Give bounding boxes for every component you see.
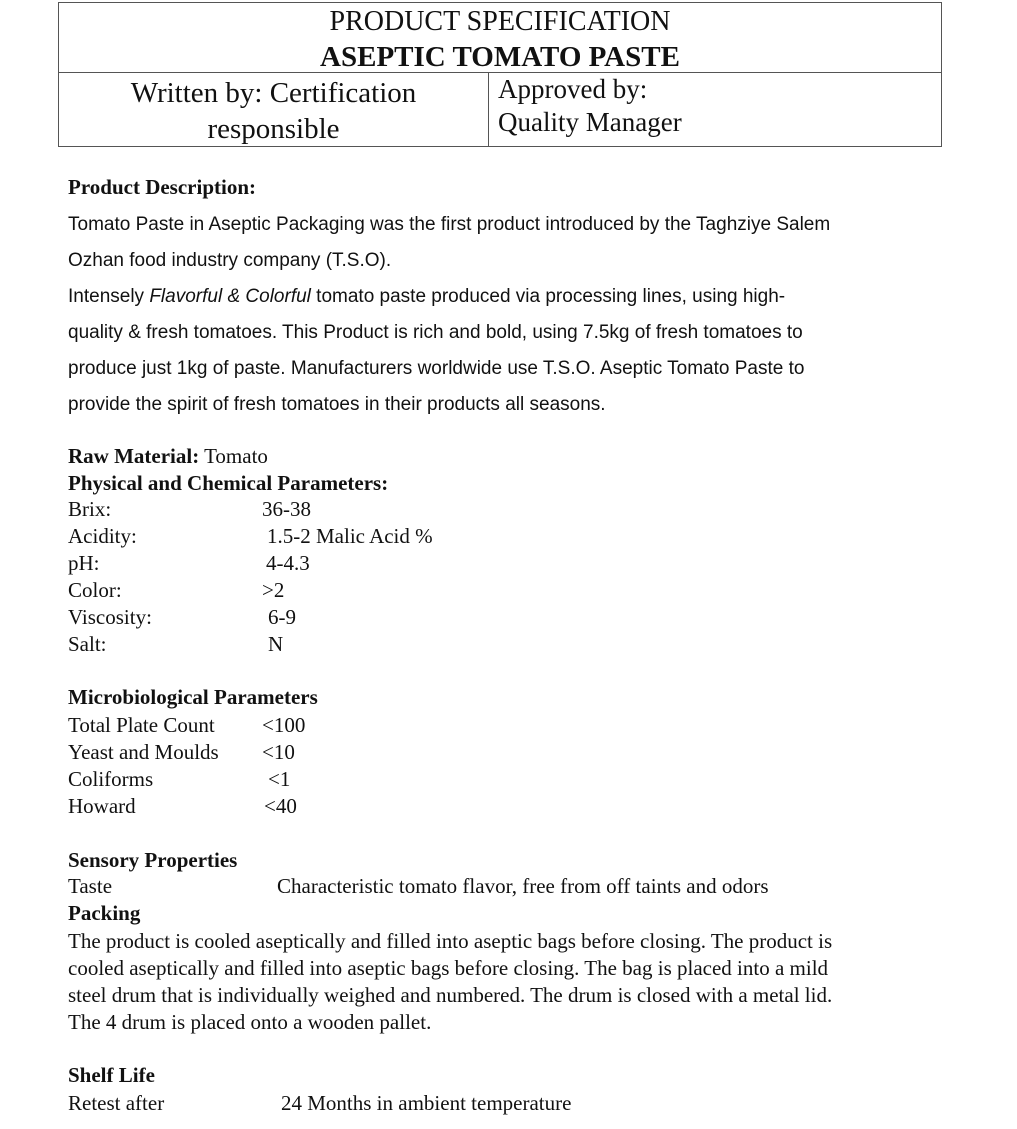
raw-material-value: Tomato (199, 444, 268, 468)
written-by-line2: responsible (207, 113, 340, 145)
micro-value-coliforms: <1 (268, 767, 291, 791)
param-value-ph: 4-4.3 (266, 551, 310, 575)
sensory-value-taste: Characteristic tomato flavor, free from off taints and odors (277, 874, 769, 898)
shelf-life-label: Retest after (68, 1091, 165, 1115)
param-label-salt: Salt: (68, 632, 107, 656)
microbiological-heading: Microbiological Parameters (68, 685, 318, 709)
description-line3 (68, 279, 785, 315)
param-value-acidity: 1.5-2 Malic Acid % (267, 524, 433, 548)
packing-line3: steel drum that is individually weighed and numbered. The drum is closed with a metal lid. (68, 983, 833, 1007)
param-label-brix: Brix: (68, 497, 112, 521)
micro-value-total-plate-count: <100 (262, 713, 306, 737)
param-label-viscosity: Viscosity: (68, 605, 152, 629)
shelf-life-value: 24 Months in ambient temperature (281, 1091, 572, 1115)
param-value-viscosity: 6-9 (268, 605, 296, 629)
physical-chemical-heading: Physical and Chemical Parameters: (68, 471, 389, 495)
micro-value-yeast-moulds: <10 (262, 740, 295, 764)
param-label-acidity: Acidity: (68, 524, 137, 548)
written-by-line1: Written by: Certification (130, 77, 417, 109)
approved-by-line1: Approved by: (498, 74, 648, 104)
approved-by-cell (498, 73, 682, 139)
cell-divider (488, 73, 489, 146)
authorship-row (58, 72, 942, 147)
description-line6: provide the spirit of fresh tomatoes in their products all seasons. (68, 394, 606, 415)
description-line2: Ozhan food industry company (T.S.O). (68, 250, 392, 271)
micro-label-total-plate-count: Total Plate Count (68, 713, 215, 737)
product-title: ASEPTIC TOMATO PASTE (320, 41, 680, 73)
description-line3-post: tomato paste produced via processing lines, using high- (310, 286, 786, 307)
param-label-color: Color: (68, 578, 122, 602)
packing-line1: The product is cooled aseptically and filled into aseptic bags before closing. The product is (68, 929, 833, 953)
shelf-life-heading: Shelf Life (68, 1063, 155, 1087)
description-heading: Product Description: (68, 175, 257, 199)
param-label-ph: pH: (68, 551, 100, 575)
micro-label-yeast-moulds: Yeast and Moulds (68, 740, 219, 764)
raw-material (68, 443, 268, 470)
description-line1: Tomato Paste in Aseptic Packaging was the first product introduced by the Taghziye Salem (68, 214, 831, 235)
description-line3-pre: Intensely (68, 286, 150, 307)
raw-material-label: Raw Material: (68, 444, 200, 468)
param-value-salt: N (268, 632, 284, 656)
micro-label-coliforms: Coliforms (68, 767, 154, 791)
packing-line4: The 4 drum is placed onto a wooden pallet. (68, 1010, 432, 1034)
micro-value-howard: <40 (264, 794, 297, 818)
approved-by-line2: Quality Manager (498, 107, 682, 137)
packing-line2: cooled aseptically and filled into aseptic bags before closing. The bag is placed into a mild (68, 956, 829, 980)
sensory-heading: Sensory Properties (68, 848, 238, 872)
description-line3-italic: Flavorful & Colorful (149, 286, 311, 307)
document-title: PRODUCT SPECIFICATION (329, 6, 671, 37)
sensory-label-taste: Taste (68, 874, 113, 898)
param-value-brix: 36-38 (262, 497, 311, 521)
title-box (58, 2, 942, 72)
description-line5: produce just 1kg of paste. Manufacturers worldwide use T.S.O. Aseptic Tomato Paste to (68, 358, 805, 379)
param-value-color: >2 (262, 578, 285, 602)
description-line4: quality & fresh tomatoes. This Product is rich and bold, using 7.5kg of fresh tomatoes to (68, 322, 803, 343)
written-by-cell (59, 75, 488, 147)
packing-heading: Packing (68, 901, 141, 925)
micro-label-howard: Howard (68, 794, 136, 818)
